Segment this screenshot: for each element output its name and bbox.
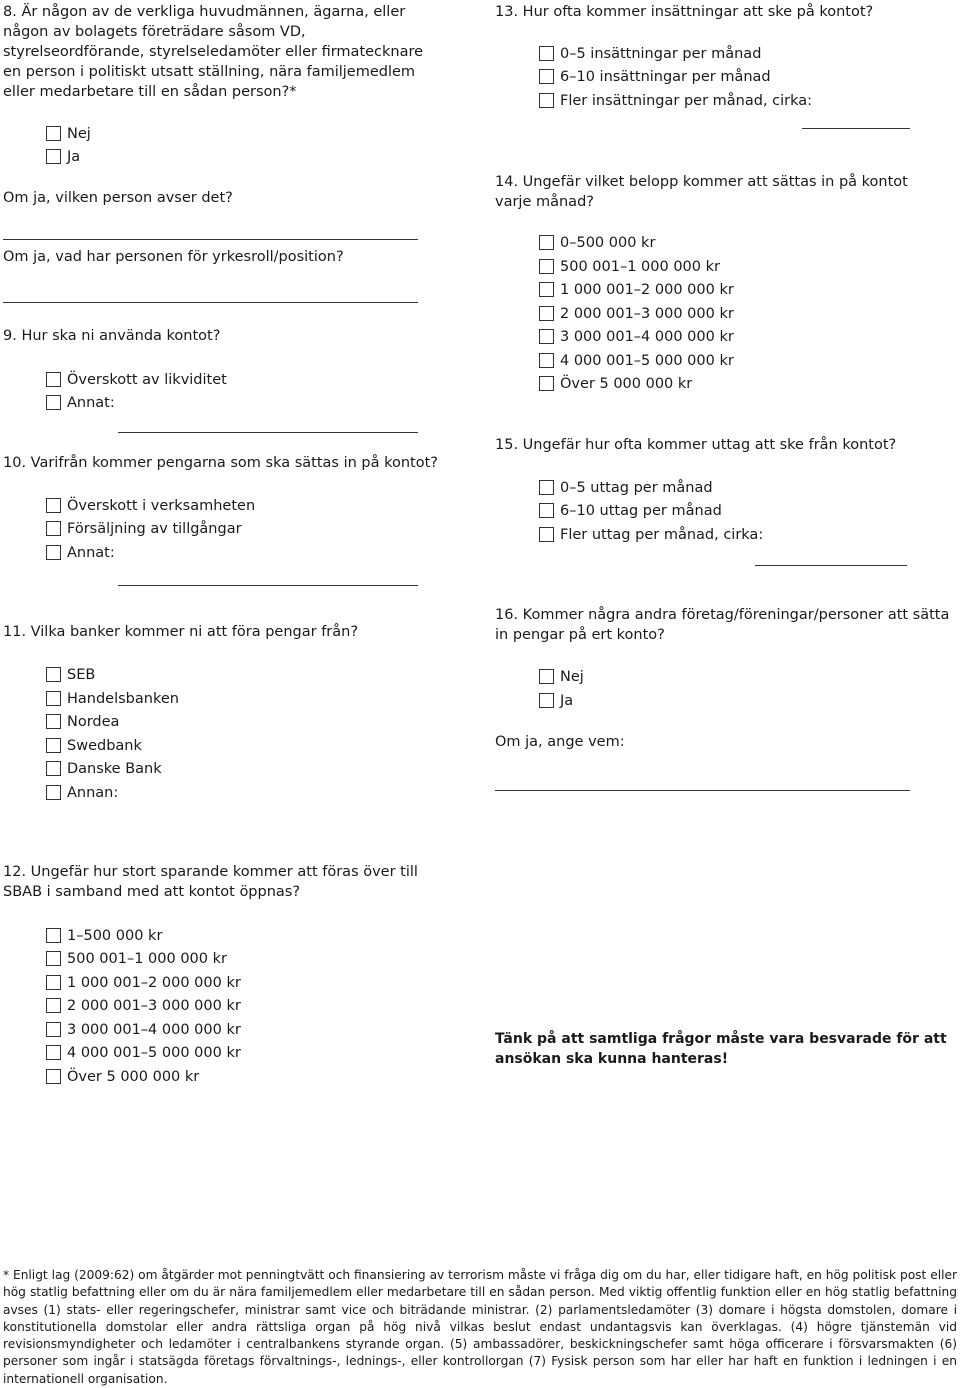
q11-option-handelsbanken[interactable] [46,689,179,709]
q14-option-1[interactable] [539,233,655,253]
option-label: 2 000 001–3 000 000 kr [67,998,241,1014]
checkbox[interactable] [46,1069,61,1084]
checkbox[interactable] [539,259,554,274]
q15-option-2[interactable] [539,501,722,521]
q12-option-3[interactable] [46,973,241,993]
checkbox[interactable] [539,669,554,684]
question-10: 10. Varifrån kommer pengarna som ska sättas in på kontot? [3,455,438,471]
option-label: 4 000 001–5 000 000 kr [560,353,734,369]
checkbox[interactable] [46,975,61,990]
required-notice: Tänk på att samtliga frågor måste vara besvarade för att ansökan ska kunna hanteras! [495,1031,947,1067]
checkbox[interactable] [539,376,554,391]
q16-answer-line[interactable] [495,790,910,791]
checkbox[interactable] [539,527,554,542]
question-15: 15. Ungefär hur ofta kommer uttag att ske från kontot? [495,437,897,453]
question-11: 11. Vilka banker kommer ni att föra pengar från? [3,624,359,640]
checkbox[interactable] [46,126,61,141]
question-9: 9. Hur ska ni använda kontot? [3,328,221,344]
option-label: Överskott i verksamheten [67,498,256,514]
option-label: 2 000 001–3 000 000 kr [560,306,734,322]
checkbox[interactable] [46,998,61,1013]
checkbox[interactable] [46,521,61,536]
q8-option-ja[interactable] [46,147,80,167]
q13-answer-line[interactable] [802,128,910,129]
q10-option-1[interactable] [46,496,255,516]
q13-option-3[interactable] [539,91,812,111]
option-label: Handelsbanken [67,691,179,707]
option-label: 1 000 001–2 000 000 kr [560,282,734,298]
checkbox[interactable] [539,693,554,708]
checkbox[interactable] [46,667,61,682]
option-label: Fler insättningar per månad, cirka: [560,93,813,109]
checkbox[interactable] [46,149,61,164]
option-label: Nej [67,126,91,142]
q11-option-swedbank[interactable] [46,736,142,756]
q14-option-4[interactable] [539,304,734,324]
option-label: Danske Bank [67,761,162,777]
checkbox[interactable] [46,785,61,800]
q8-answer-line-person[interactable] [3,239,418,240]
checkbox[interactable] [46,1045,61,1060]
q10-option-3[interactable] [46,543,115,563]
q11-option-annan[interactable] [46,783,118,803]
option-label: Annat: [67,395,115,411]
option-label: Annat: [67,545,115,561]
option-label: 0–5 insättningar per månad [560,46,762,62]
q11-option-nordea[interactable] [46,712,119,732]
checkbox[interactable] [46,928,61,943]
option-label: Över 5 000 000 kr [560,376,693,392]
option-label: 6–10 insättningar per månad [560,69,771,85]
checkbox[interactable] [539,353,554,368]
checkbox[interactable] [46,372,61,387]
q13-option-2[interactable] [539,67,771,87]
checkbox[interactable] [539,306,554,321]
question-13: 13. Hur ofta kommer insättningar att ske på kontot? [495,4,874,20]
q12-option-7[interactable] [46,1067,199,1087]
option-label: 0–5 uttag per månad [560,480,713,496]
q12-option-2[interactable] [46,949,227,969]
q10-answer-line[interactable] [118,585,418,586]
question-16: 16. Kommer några andra företag/föreningar/personer att sätta in pengar på ert konto? [495,607,950,643]
checkbox[interactable] [46,951,61,966]
q10-option-2[interactable] [46,519,242,539]
option-label: 6–10 uttag per månad [560,503,722,519]
checkbox[interactable] [539,503,554,518]
q11-option-seb[interactable] [46,665,95,685]
option-label: Annan: [67,785,119,801]
checkbox[interactable] [539,69,554,84]
option-label: Ja [560,693,574,709]
checkbox[interactable] [46,1022,61,1037]
q11-option-danske-bank[interactable] [46,759,162,779]
option-label: 3 000 001–4 000 000 kr [67,1022,241,1038]
q14-option-3[interactable] [539,280,734,300]
q12-option-5[interactable] [46,1020,241,1040]
option-label: Nordea [67,714,120,730]
option-label: 4 000 001–5 000 000 kr [67,1045,241,1061]
option-label: Över 5 000 000 kr [67,1069,200,1085]
q8-option-nej[interactable] [46,124,91,144]
checkbox[interactable] [539,282,554,297]
option-label: 1–500 000 kr [67,928,163,944]
checkbox[interactable] [46,761,61,776]
q16-option-ja[interactable] [539,691,573,711]
option-label: Fler uttag per månad, cirka: [560,527,764,543]
checkbox[interactable] [46,498,61,513]
checkbox[interactable] [539,46,554,61]
footnote: * Enligt lag (2009:62) om åtgärder mot penningtvätt och finansiering av terrorism måste vi fråga dig om du har, eller tidigare haft, en hög politisk post eller hög statlig befattning eller om du är nära familjemedlem eller medarbetare till en sådan person. Med viktig offentlig funktion eller en hög statlig befattning avses (1) stats- eller regeringschefer, ministrar samt vice och biträdande ministrar. (2) parlamentsledamöter (3) domare i högsta domstolen, domare i konstitutionella domstolar eller andra rättsliga organ på hög nivå vilkas beslut endast undantagsvis kan överklagas. (4) högre tjänstemän vid revisionsmyndigheter och ledamöter i centralbankens styrande organ. (5) ambassadörer, beskickningschefer samt höga officerare i försvarsmakten (6) personer som ingår i statsägda företags förvaltnings-, lednings-, eller kontrollorgan (7) Fysisk person som har eller har haft en funktion i ledningen i en internationell organisation. [3,1268,957,1386]
checkbox[interactable] [46,691,61,706]
q15-option-3[interactable] [539,525,763,545]
question-14: 14. Ungefär vilket belopp kommer att sättas in på kontot varje månad? [495,174,908,210]
checkbox[interactable] [46,714,61,729]
option-label: 3 000 001–4 000 000 kr [560,329,734,345]
option-label: Ja [67,149,81,165]
q13-option-1[interactable] [539,44,761,64]
checkbox[interactable] [46,545,61,560]
q16-option-nej[interactable] [539,667,584,687]
option-label: 500 001–1 000 000 kr [560,259,720,275]
option-label: SEB [67,667,96,683]
question-8: 8. Är någon av de verkliga huvudmännen, ägarna, eller någon av bolagets företrädare såsom VD, styrelseordförande, styrelseledamöter eller firmatecknare en person i politiskt utsatt ställning, nära familjemedlem eller medarbetare till en sådan person?* [3,4,424,100]
option-label: 500 001–1 000 000 kr [67,951,227,967]
q12-option-4[interactable] [46,996,241,1016]
checkbox[interactable] [539,329,554,344]
option-label: Nej [560,669,584,685]
checkbox[interactable] [46,738,61,753]
checkbox[interactable] [539,93,554,108]
q9-answer-line[interactable] [118,432,418,433]
q8-followup-person: Om ja, vilken person avser det? [3,190,233,206]
q16-followup: Om ja, ange vem: [495,734,625,750]
q15-option-1[interactable] [539,478,713,498]
q8-followup-role: Om ja, vad har personen för yrkesroll/position? [3,249,344,265]
q9-option-2[interactable] [46,393,115,413]
option-label: 1 000 001–2 000 000 kr [67,975,241,991]
q12-option-1[interactable] [46,926,162,946]
q14-option-2[interactable] [539,257,720,277]
q14-option-7[interactable] [539,374,692,394]
q9-option-1[interactable] [46,370,227,390]
q14-option-5[interactable] [539,327,734,347]
checkbox[interactable] [46,395,61,410]
q12-option-6[interactable] [46,1043,241,1063]
option-label: Överskott av likviditet [67,372,227,388]
option-label: 0–500 000 kr [560,235,656,251]
q8-answer-line-role[interactable] [3,302,418,303]
option-label: Swedbank [67,738,142,754]
checkbox[interactable] [539,480,554,495]
option-label: Försäljning av tillgångar [67,521,242,537]
checkbox[interactable] [539,235,554,250]
q15-answer-line[interactable] [755,565,907,566]
q14-option-6[interactable] [539,351,734,371]
question-12: 12. Ungefär hur stort sparande kommer att föras över till SBAB i samband med att kontot öppnas? [3,864,418,900]
